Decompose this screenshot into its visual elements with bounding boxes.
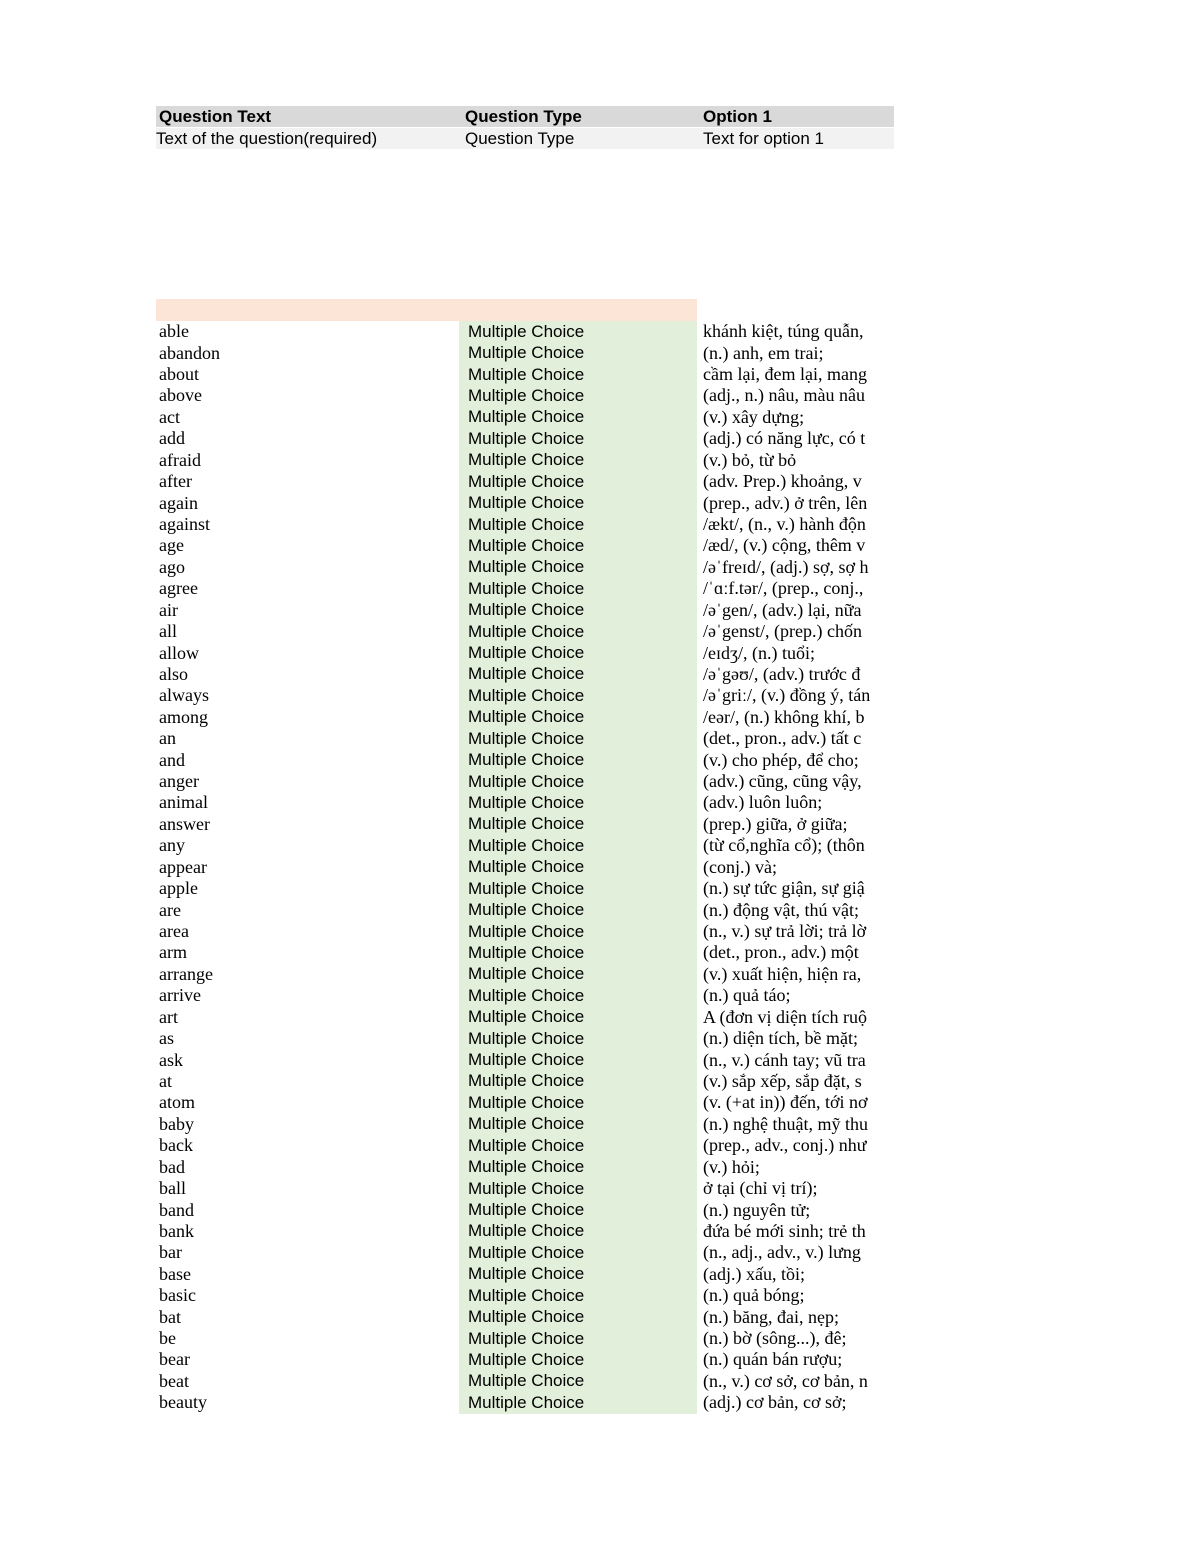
question-text-cell[interactable]: air xyxy=(159,599,178,620)
question-type-cell[interactable]: Multiple Choice xyxy=(468,1371,585,1391)
question-text-cell[interactable]: at xyxy=(159,1070,172,1091)
option-1-cell[interactable]: (từ cổ,nghĩa cổ); (thôn xyxy=(703,835,865,856)
question-type-cell[interactable]: Multiple Choice xyxy=(468,1392,585,1412)
header-question-text[interactable]: Question Text xyxy=(159,106,272,126)
question-text-cell[interactable]: art xyxy=(159,1006,178,1027)
table-row xyxy=(156,1199,894,1220)
question-type-cell[interactable]: Multiple Choice xyxy=(468,643,585,663)
option-1-cell[interactable]: ở tại (chỉ vị trí); xyxy=(703,1178,818,1199)
table-row xyxy=(156,1178,894,1199)
option-1-cell[interactable]: (conj.) và; xyxy=(703,856,777,877)
question-text-cell[interactable]: band xyxy=(159,1199,194,1220)
option-1-cell[interactable]: (n.) quán bán rượu; xyxy=(703,1349,843,1370)
table-row xyxy=(156,1328,894,1349)
highlight-band xyxy=(156,299,697,321)
question-text-cell[interactable]: animal xyxy=(159,792,208,813)
table-row xyxy=(156,1114,894,1135)
table-row xyxy=(156,621,894,642)
question-type-cell[interactable]: Multiple Choice xyxy=(468,792,585,812)
table-row xyxy=(156,1285,894,1306)
question-type-cell[interactable]: Multiple Choice xyxy=(468,535,585,555)
table-row xyxy=(156,642,894,663)
option-1-cell[interactable]: /əˈgen/, (adv.) lại, nữa xyxy=(703,599,862,620)
option-1-cell[interactable]: (n.) diện tích, bề mặt; xyxy=(703,1028,858,1049)
question-type-cell[interactable]: Multiple Choice xyxy=(468,857,585,877)
question-type-cell[interactable]: Multiple Choice xyxy=(468,664,585,684)
question-type-cell[interactable]: Multiple Choice xyxy=(468,1028,585,1048)
option-1-cell[interactable]: đứa bé mới sinh; trẻ th xyxy=(703,1220,866,1241)
question-text-cell[interactable]: appear xyxy=(159,856,207,877)
question-text-cell[interactable]: bank xyxy=(159,1220,194,1241)
table-row xyxy=(156,1135,894,1156)
option-1-cell[interactable]: (adj.) cơ bản, cơ sở; xyxy=(703,1392,847,1413)
option-1-cell[interactable]: /əˈgəʊ/, (adv.) trước đ xyxy=(703,663,861,684)
question-type-cell[interactable]: Multiple Choice xyxy=(468,621,585,641)
question-type-cell[interactable]: Multiple Choice xyxy=(468,814,585,834)
question-text-cell[interactable]: after xyxy=(159,471,192,492)
question-text-cell[interactable]: back xyxy=(159,1135,193,1156)
table-row xyxy=(156,1071,894,1092)
question-type-cell[interactable]: Multiple Choice xyxy=(468,600,585,620)
option-1-cell[interactable]: /əˈgenst/, (prep.) chốn xyxy=(703,621,862,642)
header-row xyxy=(156,106,894,127)
question-type-cell[interactable]: Multiple Choice xyxy=(468,1092,585,1112)
question-type-cell[interactable]: Multiple Choice xyxy=(468,407,585,427)
table-row xyxy=(156,792,894,813)
question-type-cell[interactable]: Multiple Choice xyxy=(468,1285,585,1305)
table-row xyxy=(156,707,894,728)
question-type-cell[interactable]: Multiple Choice xyxy=(468,1050,585,1070)
table-row xyxy=(156,1049,894,1070)
question-text-cell[interactable]: atom xyxy=(159,1092,195,1113)
table-row xyxy=(156,1306,894,1327)
table-row xyxy=(156,1392,894,1413)
table-row xyxy=(156,535,894,556)
table-row xyxy=(156,942,894,963)
question-text-cell[interactable]: bar xyxy=(159,1242,182,1263)
question-text-cell[interactable]: among xyxy=(159,706,208,727)
header-question-type[interactable]: Question Type xyxy=(465,106,582,126)
question-type-cell[interactable]: Multiple Choice xyxy=(468,557,585,577)
question-text-cell[interactable]: again xyxy=(159,492,198,513)
question-text-cell[interactable]: as xyxy=(159,1028,174,1049)
question-text-cell[interactable]: also xyxy=(159,663,188,684)
question-text-cell[interactable]: about xyxy=(159,364,199,385)
question-type-cell[interactable]: Multiple Choice xyxy=(468,1221,585,1241)
option-1-cell[interactable]: (n., v.) cánh tay; vũ tra xyxy=(703,1049,866,1070)
option-1-cell[interactable]: (adv.) luôn luôn; xyxy=(703,792,823,813)
table-row xyxy=(156,1221,894,1242)
subheader-question-text[interactable]: Text of the question(required) xyxy=(156,128,378,148)
question-text-cell[interactable]: arm xyxy=(159,942,187,963)
subheader-question-type[interactable]: Question Type xyxy=(465,128,575,148)
question-text-cell[interactable]: beat xyxy=(159,1370,189,1391)
subheader-row xyxy=(156,128,894,149)
table-row xyxy=(156,878,894,899)
question-type-cell[interactable]: Multiple Choice xyxy=(468,428,585,448)
table-row xyxy=(156,664,894,685)
option-1-cell[interactable]: (n.) nguyên tử; xyxy=(703,1199,811,1220)
question-text-cell[interactable]: baby xyxy=(159,1113,194,1134)
table-row xyxy=(156,814,894,835)
question-text-cell[interactable]: able xyxy=(159,321,189,342)
question-type-cell[interactable]: Multiple Choice xyxy=(468,1007,585,1027)
table-row xyxy=(156,1349,894,1370)
question-type-cell[interactable]: Multiple Choice xyxy=(468,1178,585,1198)
option-1-cell[interactable]: (adv.) cũng, cũng vậy, xyxy=(703,771,862,792)
question-text-cell[interactable]: bad xyxy=(159,1156,185,1177)
option-1-cell[interactable]: /eər/, (n.) không khí, b xyxy=(703,706,865,727)
question-text-cell[interactable]: basic xyxy=(159,1285,196,1306)
option-1-cell[interactable]: (prep., adv.) ở trên, lên xyxy=(703,492,868,513)
option-1-cell[interactable]: A (đơn vị diện tích ruộ xyxy=(703,1006,867,1027)
table-row xyxy=(156,450,894,471)
question-text-cell[interactable]: age xyxy=(159,535,184,556)
table-row xyxy=(156,728,894,749)
table-row xyxy=(156,578,894,599)
table-row xyxy=(156,342,894,363)
question-type-cell[interactable]: Multiple Choice xyxy=(468,1349,585,1369)
question-type-cell[interactable]: Multiple Choice xyxy=(468,343,585,363)
question-type-cell[interactable]: Multiple Choice xyxy=(468,471,585,491)
table-row xyxy=(156,685,894,706)
option-1-cell[interactable]: (n.) sự tức giận, sự giậ xyxy=(703,878,865,899)
question-text-cell[interactable]: above xyxy=(159,385,202,406)
question-text-cell[interactable]: ago xyxy=(159,556,185,577)
question-text-cell[interactable]: afraid xyxy=(159,449,201,470)
option-1-cell[interactable]: (n.) bờ (sông...), đê; xyxy=(703,1328,847,1349)
table-row xyxy=(156,771,894,792)
question-text-cell[interactable]: ball xyxy=(159,1178,186,1199)
question-text-cell[interactable]: ask xyxy=(159,1049,183,1070)
question-type-cell[interactable]: Multiple Choice xyxy=(468,514,585,534)
table-row xyxy=(156,1156,894,1177)
question-text-cell[interactable]: agree xyxy=(159,578,198,599)
table-row xyxy=(156,1264,894,1285)
question-text-cell[interactable]: arrange xyxy=(159,963,213,984)
table-row xyxy=(156,407,894,428)
data-rows xyxy=(156,321,894,1414)
question-text-cell[interactable]: answer xyxy=(159,813,210,834)
question-type-cell[interactable]: Multiple Choice xyxy=(468,771,585,791)
table-row xyxy=(156,899,894,920)
option-1-cell[interactable]: (v.) cho phép, để cho; xyxy=(703,749,859,770)
option-1-cell[interactable]: (adv. Prep.) khoảng, v xyxy=(703,471,862,492)
question-type-cell[interactable]: Multiple Choice xyxy=(468,1157,585,1177)
question-type-cell[interactable]: Multiple Choice xyxy=(468,878,585,898)
question-text-cell[interactable]: and xyxy=(159,749,185,770)
question-text-cell[interactable]: beauty xyxy=(159,1392,207,1413)
option-1-cell[interactable]: (adj.) xấu, tồi; xyxy=(703,1263,805,1284)
option-1-cell[interactable]: (n.) nghệ thuật, mỹ thu xyxy=(703,1113,868,1134)
question-text-cell[interactable]: be xyxy=(159,1328,176,1349)
option-1-cell[interactable]: /əˈfreɪd/, (adj.) sợ, sợ h xyxy=(703,556,869,577)
question-text-cell[interactable]: bat xyxy=(159,1306,181,1327)
table-row xyxy=(156,385,894,406)
question-text-cell[interactable]: act xyxy=(159,406,180,427)
table-row xyxy=(156,364,894,385)
option-1-cell[interactable]: (prep.) giữa, ở giữa; xyxy=(703,813,848,834)
question-type-cell[interactable]: Multiple Choice xyxy=(468,985,585,1005)
question-text-cell[interactable]: an xyxy=(159,728,176,749)
question-text-cell[interactable]: any xyxy=(159,835,185,856)
table-row xyxy=(156,1242,894,1263)
question-type-cell[interactable]: Multiple Choice xyxy=(468,900,585,920)
question-text-cell[interactable]: all xyxy=(159,621,177,642)
option-1-cell[interactable]: (det., pron., adv.) một xyxy=(703,942,859,963)
question-text-cell[interactable]: arrive xyxy=(159,985,201,1006)
table-row xyxy=(156,1092,894,1113)
question-type-cell[interactable]: Multiple Choice xyxy=(468,1264,585,1284)
option-1-cell[interactable]: (n.) động vật, thú vật; xyxy=(703,899,859,920)
question-type-cell[interactable]: Multiple Choice xyxy=(468,1328,585,1348)
table-row xyxy=(156,749,894,770)
table-row xyxy=(156,921,894,942)
table-row xyxy=(156,1028,894,1049)
table-row xyxy=(156,835,894,856)
question-text-cell[interactable]: add xyxy=(159,428,185,449)
option-1-cell[interactable]: (n., adj., adv., v.) lưng xyxy=(703,1242,861,1263)
question-type-cell[interactable]: Multiple Choice xyxy=(468,364,585,384)
question-text-cell[interactable]: against xyxy=(159,514,210,534)
option-1-cell[interactable]: (n., v.) sự trả lời; trả lờ xyxy=(703,921,867,942)
table-row xyxy=(156,857,894,878)
option-1-cell[interactable]: (v.) xây dựng; xyxy=(703,406,805,427)
option-1-cell[interactable]: (n.) quả bóng; xyxy=(703,1285,805,1306)
option-1-cell[interactable]: khánh kiệt, túng quẫn, xyxy=(703,321,864,342)
question-text-cell[interactable]: anger xyxy=(159,771,199,792)
question-type-cell[interactable]: Multiple Choice xyxy=(468,728,585,748)
question-type-cell[interactable]: Multiple Choice xyxy=(468,1114,585,1134)
option-1-cell[interactable]: (n.) quả táo; xyxy=(703,985,791,1006)
question-text-cell[interactable]: base xyxy=(159,1263,191,1284)
question-type-cell[interactable]: Multiple Choice xyxy=(468,964,585,984)
subheader-option-1[interactable]: Text for option 1 xyxy=(703,128,824,148)
table-row xyxy=(156,1371,894,1392)
question-type-cell[interactable]: Multiple Choice xyxy=(468,921,585,941)
question-text-cell[interactable]: bear xyxy=(159,1349,190,1370)
option-1-cell[interactable]: (adj., n.) nâu, màu nâu xyxy=(703,385,865,406)
table-row xyxy=(156,985,894,1006)
table-row xyxy=(156,471,894,492)
question-text-cell[interactable]: allow xyxy=(159,642,199,663)
question-type-cell[interactable]: Multiple Choice xyxy=(468,1071,585,1091)
question-type-cell[interactable]: Multiple Choice xyxy=(468,450,585,470)
table-row xyxy=(156,514,894,535)
option-1-cell[interactable]: (prep., adv., conj.) như xyxy=(703,1135,867,1156)
question-type-cell[interactable]: Multiple Choice xyxy=(468,385,585,405)
option-1-cell[interactable]: (n.) băng, đai, nẹp; xyxy=(703,1306,839,1327)
table-row xyxy=(156,964,894,985)
question-text-cell[interactable]: are xyxy=(159,899,181,920)
question-type-cell[interactable]: Multiple Choice xyxy=(468,1200,585,1219)
table-row xyxy=(156,492,894,513)
question-type-cell[interactable]: Multiple Choice xyxy=(468,1307,585,1327)
option-1-cell[interactable]: /æd/, (v.) cộng, thêm v xyxy=(703,535,866,556)
question-type-cell[interactable]: Multiple Choice xyxy=(468,750,585,770)
table-row xyxy=(156,1007,894,1028)
option-1-cell[interactable]: (n.) anh, em trai; xyxy=(703,342,824,363)
question-type-cell[interactable]: Multiple Choice xyxy=(468,707,585,727)
question-type-cell[interactable]: Multiple Choice xyxy=(468,493,585,513)
table-row xyxy=(156,599,894,620)
question-text-cell[interactable]: abandon xyxy=(159,342,220,363)
option-1-cell[interactable]: (v.) sắp xếp, sắp đặt, s xyxy=(703,1070,862,1091)
question-type-cell[interactable]: Multiple Choice xyxy=(468,578,585,598)
option-1-cell[interactable]: (v.) bỏ, từ bỏ xyxy=(703,449,797,470)
header-option-1[interactable]: Option 1 xyxy=(703,106,772,126)
option-1-cell[interactable]: (v.) hỏi; xyxy=(703,1156,760,1177)
question-type-cell[interactable]: Multiple Choice xyxy=(468,942,585,962)
option-1-cell[interactable]: /əˈgriː/, (v.) đồng ý, tán xyxy=(703,685,871,706)
spreadsheet-header xyxy=(156,106,894,149)
question-text-cell[interactable]: apple xyxy=(159,878,198,899)
option-1-cell[interactable]: (det., pron., adv.) tất c xyxy=(703,728,862,749)
option-1-cell[interactable]: cầm lại, đem lại, mang xyxy=(703,364,867,385)
question-type-cell[interactable]: Multiple Choice xyxy=(468,685,585,705)
question-text-cell[interactable]: area xyxy=(159,921,189,942)
option-1-cell[interactable]: /eɪdʒ/, (n.) tuổi; xyxy=(703,642,815,663)
option-1-cell[interactable]: (n., v.) cơ sở, cơ bản, n xyxy=(703,1370,868,1391)
table-row xyxy=(156,321,894,342)
question-text-cell[interactable]: always xyxy=(159,685,209,706)
question-type-cell[interactable]: Multiple Choice xyxy=(468,321,585,341)
option-1-cell[interactable]: (v.) xuất hiện, hiện ra, xyxy=(703,963,862,984)
question-type-cell[interactable]: Multiple Choice xyxy=(468,1135,585,1155)
option-1-cell[interactable]: (adj.) có năng lực, có t xyxy=(703,428,866,449)
option-1-cell[interactable]: (v. (+at in)) đến, tới nơ xyxy=(703,1092,868,1113)
question-type-cell[interactable]: Multiple Choice xyxy=(468,1242,585,1262)
option-1-cell[interactable]: /ˈɑːf.tər/, (prep., conj., xyxy=(703,578,864,599)
table-row xyxy=(156,557,894,578)
option-1-cell[interactable]: /ækt/, (n., v.) hành độn xyxy=(703,514,866,534)
table-row xyxy=(156,428,894,449)
question-type-cell[interactable]: Multiple Choice xyxy=(468,835,585,855)
